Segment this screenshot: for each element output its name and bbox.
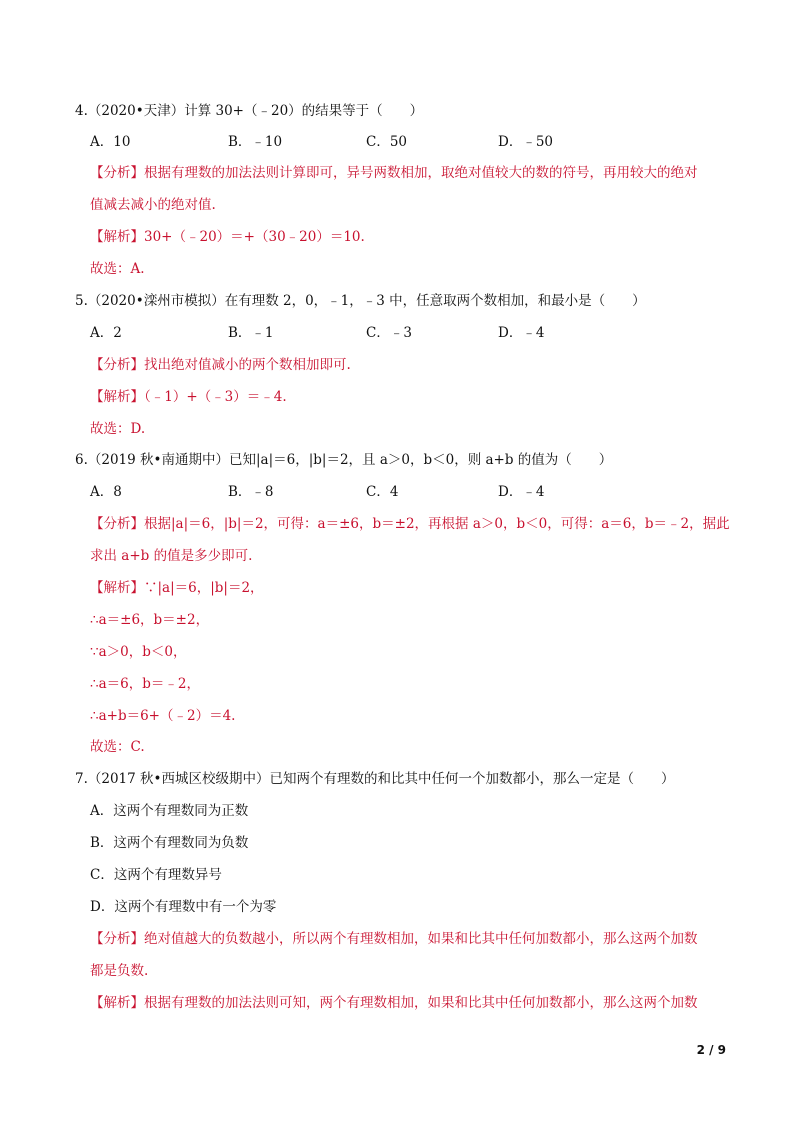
option-d: D．这两个有理数中有一个为零 (90, 899, 277, 915)
option-b: B．﹣1 (228, 325, 274, 341)
solution-tag: 【解析】 (90, 389, 144, 405)
option-d: D．﹣4 (498, 325, 545, 341)
solution-text: （﹣1）+（﹣3）＝﹣4. (144, 389, 287, 405)
option-a: A．2 (90, 325, 122, 341)
analysis-tag: 【分析】 (90, 931, 144, 947)
option-b: B．﹣10 (228, 134, 283, 150)
question-4-answer: 故选：A. (90, 261, 145, 277)
solution-tag: 【解析】 (90, 580, 144, 596)
question-6-analysis (90, 515, 730, 533)
option-a: A．8 (90, 484, 122, 500)
question-4-options (90, 133, 610, 151)
solution-tag: 【解析】 (90, 229, 144, 245)
question-5-stem: 5.（2020•滦州市模拟）在有理数 2，0，﹣1，﹣3 中，任意取两个数相加，和最小是（ ） (75, 293, 646, 309)
analysis-text: 找出绝对值减小的两个数相加即可. (144, 357, 351, 373)
option-d: D．﹣4 (498, 484, 545, 500)
solution-tag: 【解析】 (90, 995, 144, 1011)
question-5-analysis (90, 356, 351, 374)
question-7-stem: 7.（2017 秋•西城区校级期中）已知两个有理数的和比其中任何一个加数都小，那么一定是（ ） (75, 771, 675, 787)
page-number: 2 / 9 (696, 1043, 726, 1057)
solution-text: 30+（﹣20）＝+（30﹣20）＝10. (144, 229, 365, 245)
option-a: A．这两个有理数同为正数 (90, 803, 249, 819)
option-a: A．10 (90, 134, 131, 150)
solution-text: 根据有理数的加法法则可知，两个有理数相加，如果和比其中任何加数都小，那么这两个加数 (144, 995, 698, 1011)
analysis-tag: 【分析】 (90, 516, 144, 532)
option-b: B．这两个有理数同为负数 (90, 835, 249, 851)
question-4-analysis-cont: 值减去减小的绝对值. (90, 197, 216, 213)
analysis-text: 根据|a|＝6，|b|＝2，可得：a＝±6，b＝±2，再根据 a＞0，b＜0，可得：a＝6，b＝﹣2，据此 (144, 516, 730, 532)
question-4-stem: 4.（2020•天津）计算 30+（﹣20）的结果等于（ ） (75, 103, 424, 119)
question-7-analysis (90, 930, 698, 948)
option-d: D．﹣50 (498, 134, 554, 150)
question-6-solution (90, 579, 264, 597)
analysis-tag: 【分析】 (90, 165, 144, 181)
question-6-solution-line-2: ∴a＝±6，b＝±2， (90, 612, 210, 628)
option-b: B．﹣8 (228, 484, 274, 500)
question-5-options (90, 324, 610, 342)
question-6-solution-line-4: ∴a＝6，b＝﹣2， (90, 676, 200, 692)
question-4-analysis (90, 164, 698, 182)
question-6-solution-line-5: ∴a+b＝6+（﹣2）＝4. (90, 708, 236, 724)
question-5-solution (90, 388, 287, 406)
analysis-text: 绝对值越大的负数越小，所以两个有理数相加，如果和比其中任何加数都小，那么这两个加数 (144, 931, 698, 947)
option-c: C．﹣3 (366, 325, 412, 341)
analysis-tag: 【分析】 (90, 357, 144, 373)
question-7-solution (90, 994, 698, 1012)
question-6-analysis-cont: 求出 a+b 的值是多少即可. (90, 548, 253, 564)
question-6-stem: 6.（2019 秋•南通期中）已知|a|＝6，|b|＝2，且 a＞0，b＜0，则 a+b 的值为（ ） (75, 452, 613, 468)
question-6-answer: 故选：C. (90, 739, 145, 755)
question-6-solution-line-3: ∵a＞0，b＜0， (90, 644, 187, 660)
analysis-text: 根据有理数的加法法则计算即可，异号两数相加，取绝对值较大的数的符号，再用较大的绝对 (144, 165, 698, 181)
solution-text: ∵|a|＝6，|b|＝2， (144, 580, 264, 596)
question-6-options (90, 483, 610, 501)
option-c: C．50 (366, 134, 408, 150)
question-7-analysis-cont: 都是负数. (90, 963, 149, 979)
option-c: C．4 (366, 484, 399, 500)
question-4-solution (90, 228, 365, 246)
question-5-answer: 故选：D. (90, 421, 146, 437)
option-c: C．这两个有理数异号 (90, 867, 222, 883)
